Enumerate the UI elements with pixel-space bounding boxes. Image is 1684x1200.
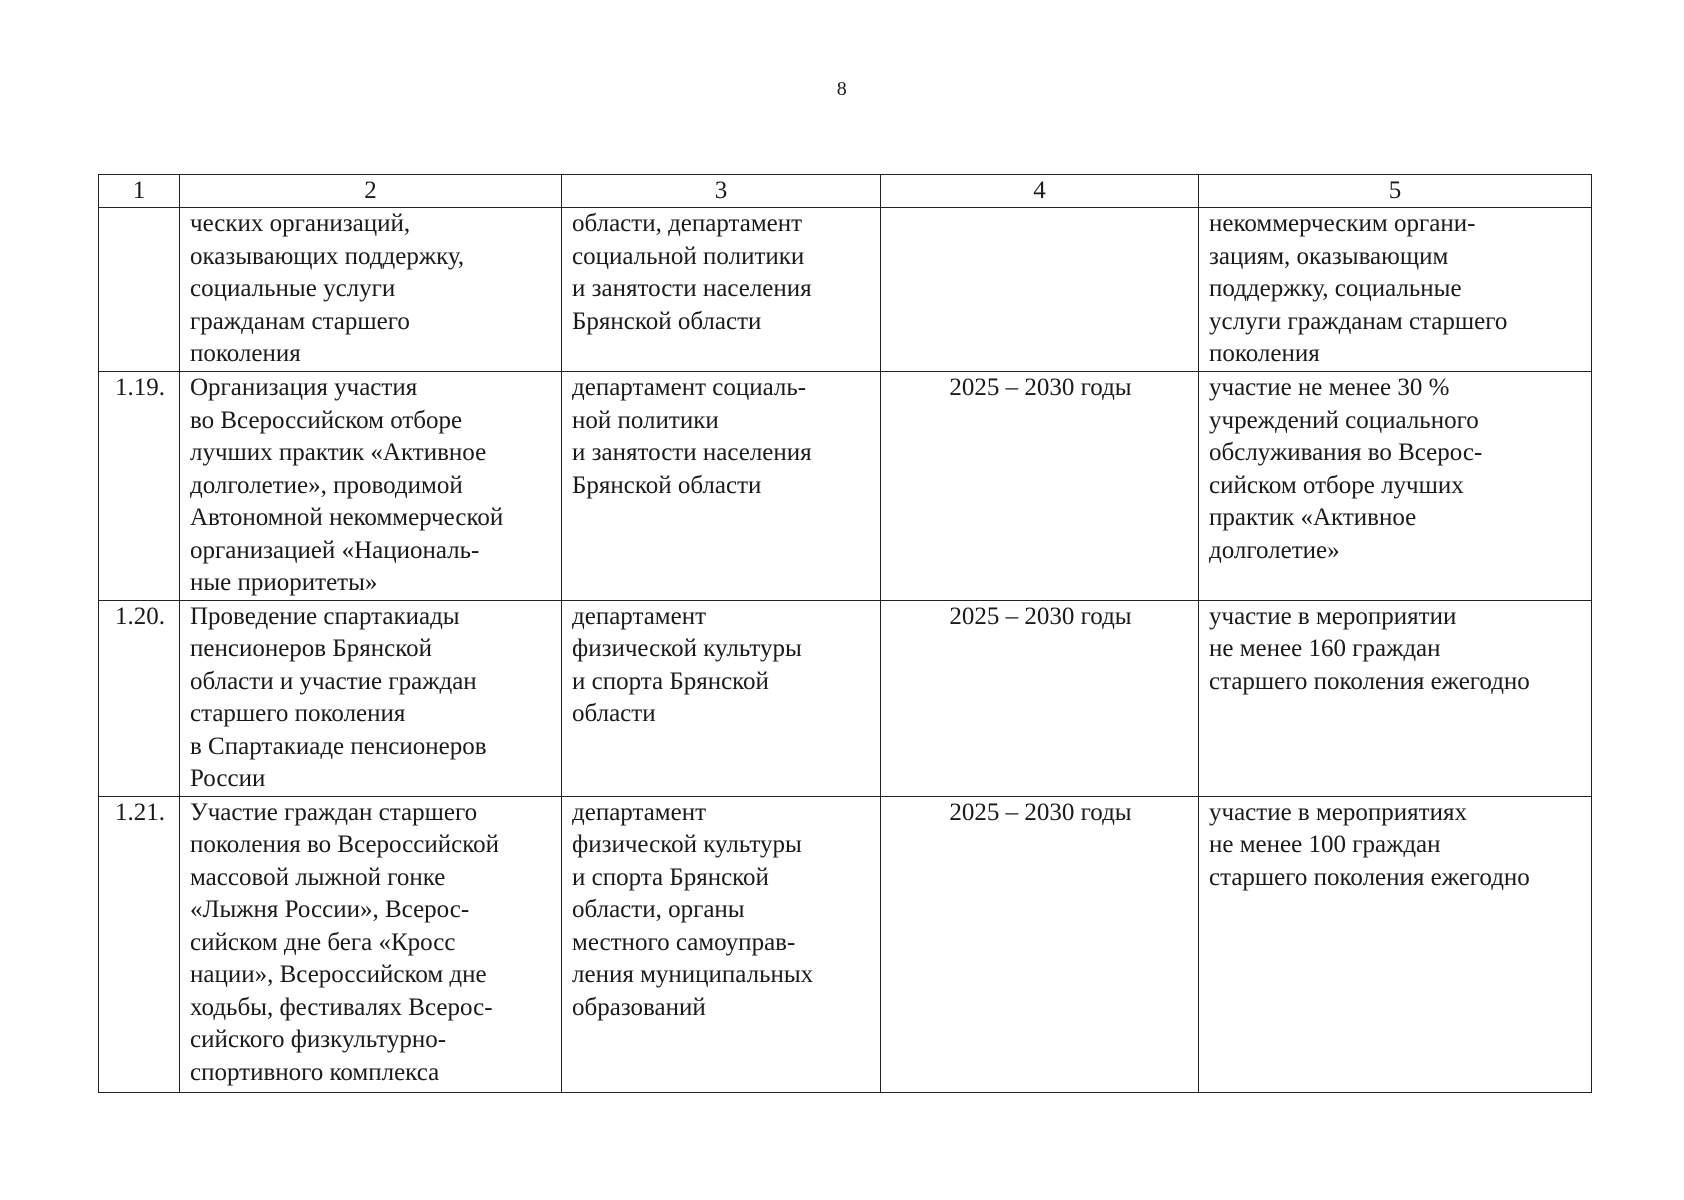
executor-text: департамент социаль- ной политики и занятости населения Брянской области — [572, 374, 812, 499]
row-number — [99, 208, 180, 372]
result-cell — [1199, 208, 1592, 372]
executor-cell — [562, 372, 881, 601]
measure-text: Проведение спартакиады пенсионеров Брянской области и участие граждан старшего поколения в Спартакиаде пенсионеров России — [190, 602, 487, 792]
period-cell: 2025 – 2030 годы — [881, 600, 1199, 796]
column-header-2: 2 — [180, 175, 562, 208]
executor-cell — [562, 600, 881, 796]
result-cell — [1199, 600, 1592, 796]
table-row — [99, 372, 1592, 601]
period-cell — [881, 208, 1199, 372]
result-text: участие в мероприятии не менее 160 граждан старшего поколения ежегодно — [1209, 602, 1530, 695]
measure-cell — [180, 600, 562, 796]
measures-table — [98, 174, 1592, 1093]
measure-text: Участие граждан старшего поколения во Всероссийской массовой лыжной гонке «Лыжня России», Всерос- сийском дне бега «Кросс нации», Всероссийском дне ходьбы, фестивалях Всерос- сийского физкультурно- спортивного комплекса — [190, 798, 499, 1086]
executor-text: департамент физической культуры и спорта Брянской области, органы местного самоуправ- ления муниципальных образований — [572, 798, 814, 1021]
table-row — [99, 600, 1592, 796]
executor-cell — [562, 208, 881, 372]
executor-cell — [562, 796, 881, 1092]
table-row — [99, 208, 1592, 372]
row-number: 1.19. — [99, 372, 180, 601]
measure-text: ческих организаций, оказывающих поддержку, социальные услуги гражданам старшего поколения — [190, 210, 465, 367]
measure-cell — [180, 372, 562, 601]
measure-cell — [180, 796, 562, 1092]
row-number: 1.21. — [99, 796, 180, 1092]
period-cell: 2025 – 2030 годы — [881, 372, 1199, 601]
column-header-4: 4 — [881, 175, 1199, 208]
result-text: участие не менее 30 % учреждений социального обслуживания во Всерос- сийском отборе лучших практик «Активное долголетие» — [1209, 374, 1483, 564]
result-cell — [1199, 372, 1592, 601]
column-header-5: 5 — [1199, 175, 1592, 208]
table-header-row — [99, 175, 1592, 208]
result-text: некоммерческим органи- зациям, оказывающим поддержку, социальные услуги гражданам старшего поколения — [1209, 210, 1508, 367]
result-text: участие в мероприятиях не менее 100 граждан старшего поколения ежегодно — [1209, 798, 1530, 891]
period-cell: 2025 – 2030 годы — [881, 796, 1199, 1092]
result-cell — [1199, 796, 1592, 1092]
measure-text: Организация участия во Всероссийском отборе лучших практик «Активное долголетие», проводимой Автономной некоммерческой организацией «Националь- ные приоритеты» — [190, 374, 504, 596]
executor-text: области, департамент социальной политики и занятости населения Брянской области — [572, 210, 812, 335]
table-row — [99, 796, 1592, 1092]
column-header-1: 1 — [99, 175, 180, 208]
executor-text: департамент физической культуры и спорта Брянской области — [572, 602, 802, 727]
column-header-3: 3 — [562, 175, 881, 208]
measure-cell — [180, 208, 562, 372]
page-number: 8 — [836, 78, 848, 100]
row-number: 1.20. — [99, 600, 180, 796]
